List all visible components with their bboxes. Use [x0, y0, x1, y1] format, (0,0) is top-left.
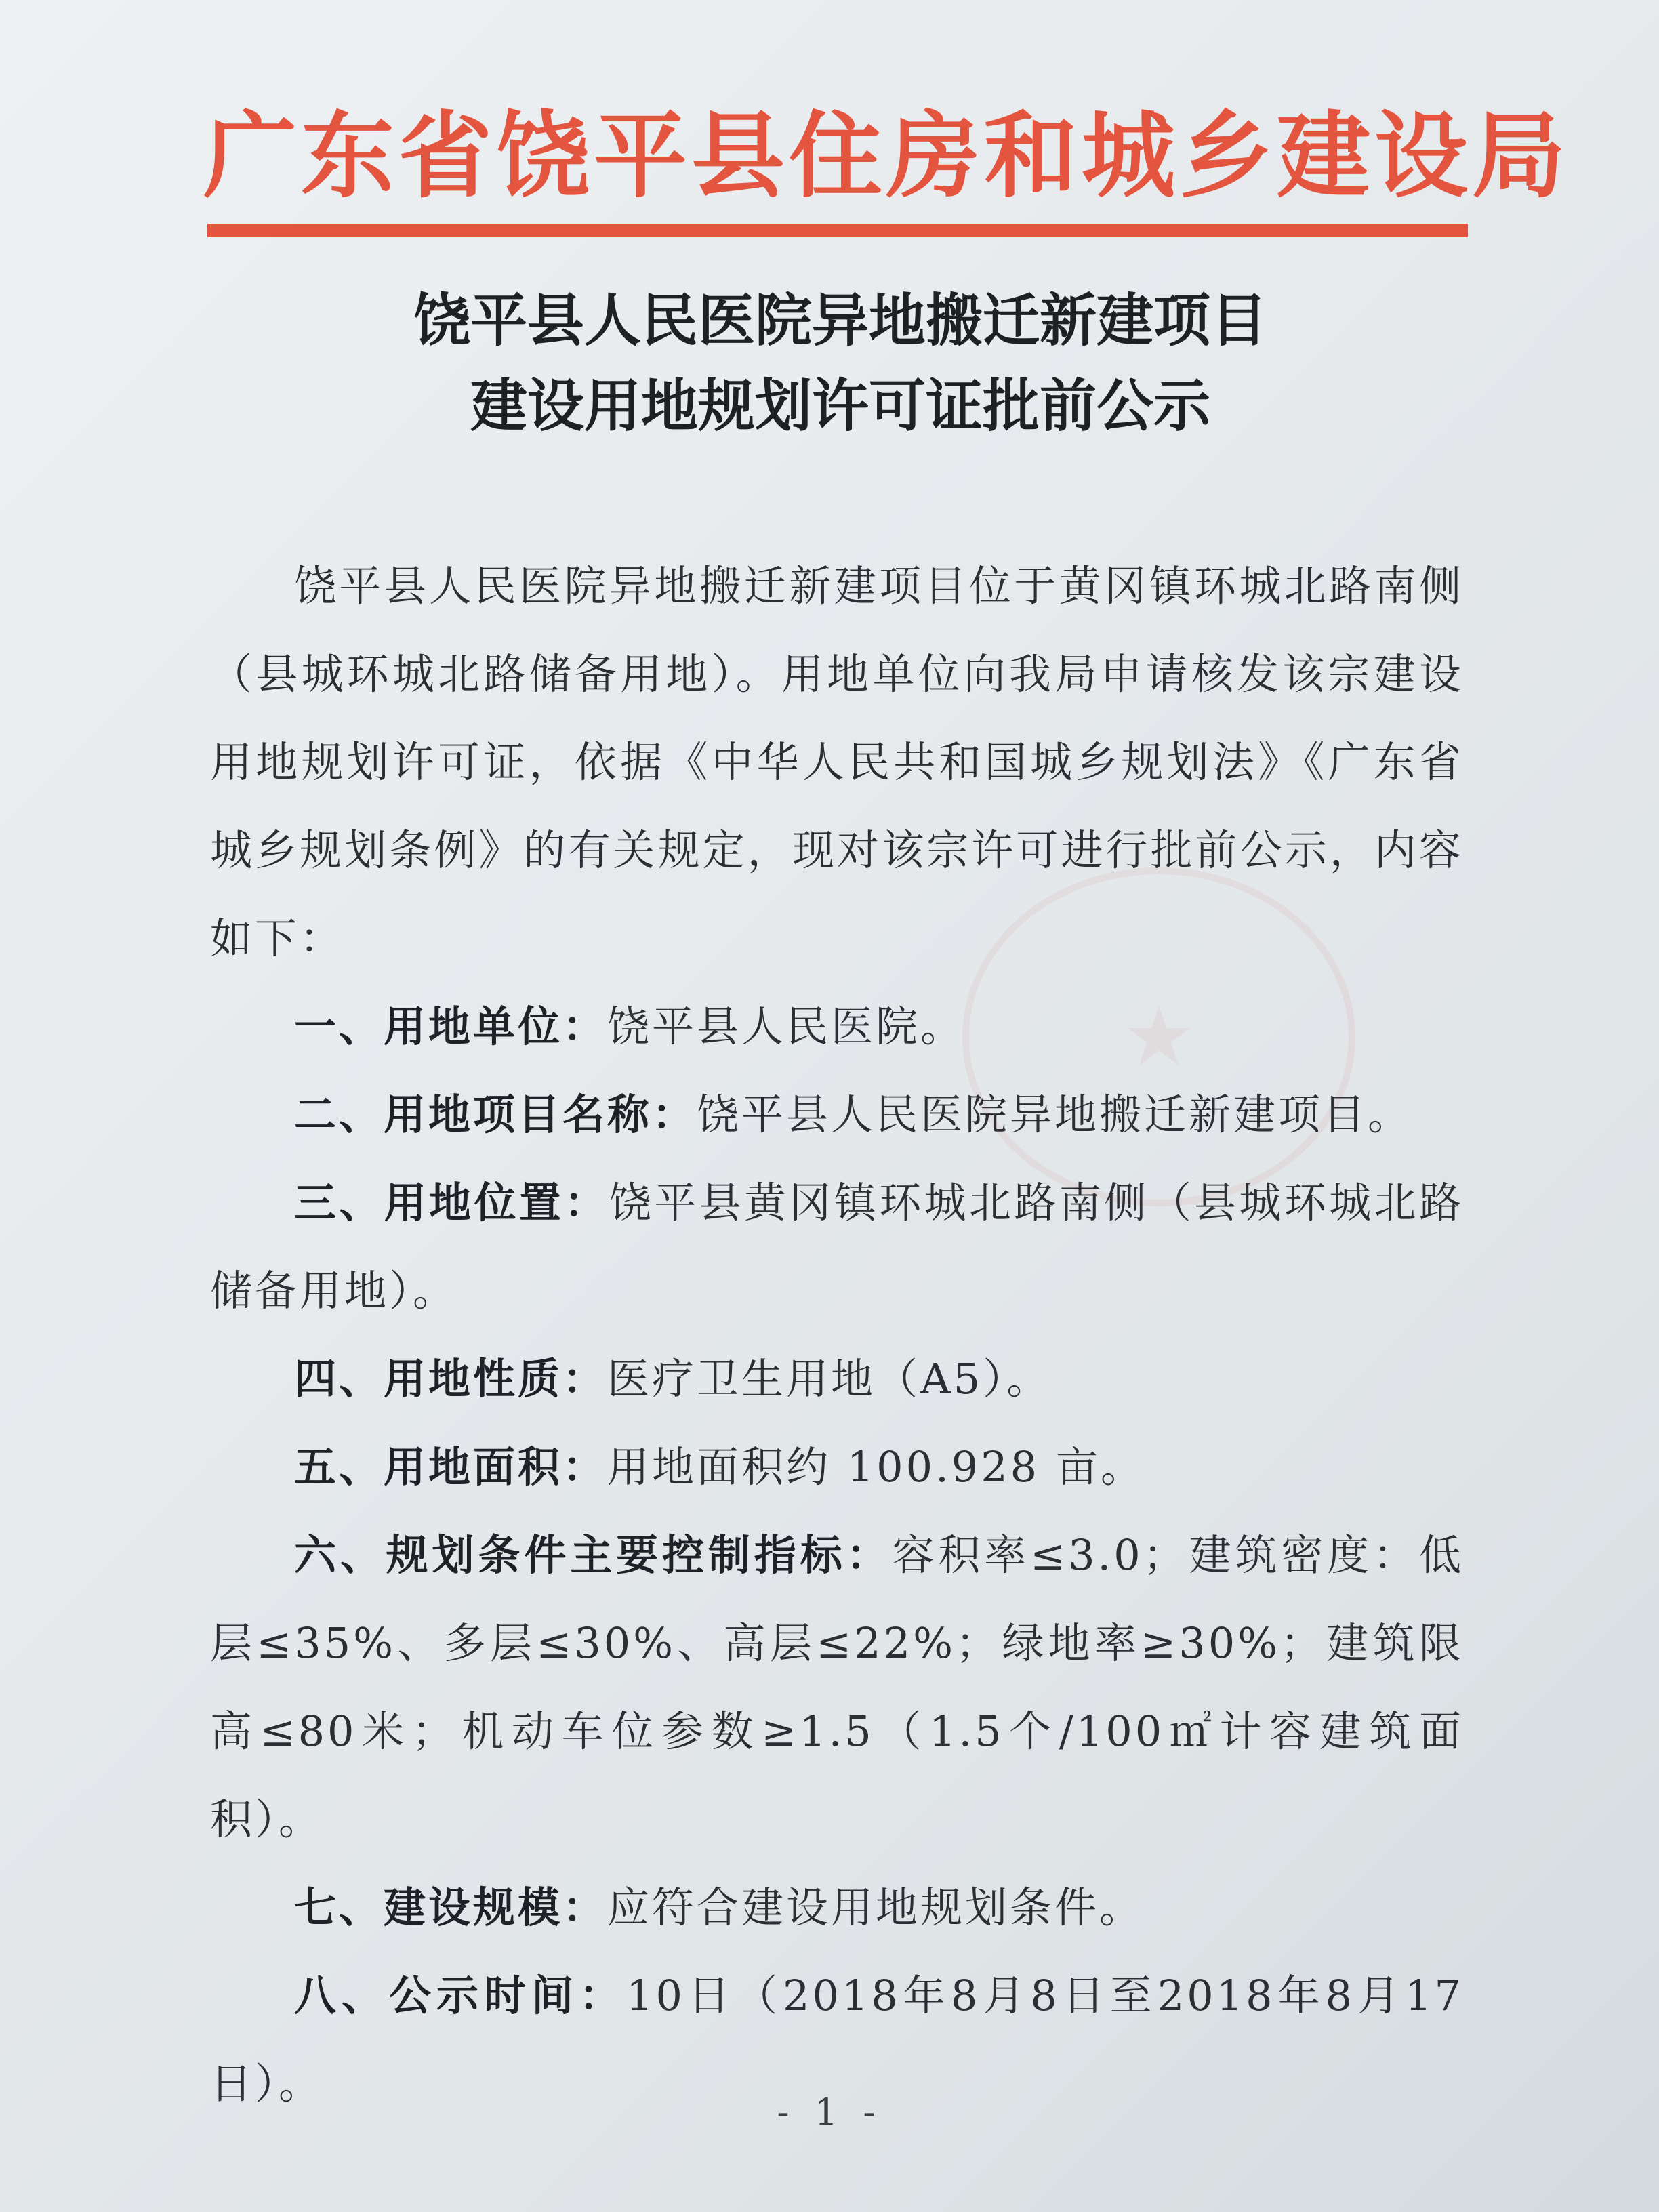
notice-title — [203, 278, 1477, 449]
item-label: 五、用地面积： — [294, 1442, 608, 1492]
item-paragraph — [210, 1511, 1464, 1864]
item-text: 10日（2018年8月8日至2018年8月17日）。 — [210, 1971, 1464, 2108]
item-paragraph — [210, 1071, 1464, 1159]
letterhead-red-rule — [207, 224, 1468, 237]
item-label: 四、用地性质： — [294, 1354, 608, 1404]
item-text: 用地面积约 100.928 亩。 — [607, 1442, 1145, 1492]
letterhead-title: 广东省饶平县住房和城乡建设局 — [203, 100, 1570, 211]
item-paragraph — [210, 983, 1464, 1071]
notice-body — [210, 542, 1464, 2128]
page-number: - 1 - — [777, 2091, 882, 2133]
item-text: 应符合建设用地规划条件。 — [607, 1883, 1145, 1932]
item-label: 一、用地单位： — [294, 1002, 608, 1051]
item-paragraph — [210, 1423, 1464, 1511]
item-label: 八、公示时间： — [294, 1971, 627, 2020]
item-paragraph — [210, 1159, 1464, 1335]
notice-title-line-1: 饶平县人民医院异地搬迁新建项目 — [413, 287, 1267, 354]
intro-paragraph: 饶平县人民医院异地搬迁新建项目位于黄冈镇环城北路南侧（县城环城北路储备用地）。用地单位向我局申请核发该宗建设用地规划许可证，依据《中华人民共和国城乡规划法》《广东省城乡规划条例》的有关规定，现对该宗许可进行批前公示，内容如下： — [210, 561, 1464, 963]
item-label: 七、建设规模： — [294, 1883, 608, 1932]
item-label: 二、用地项目名称： — [294, 1090, 697, 1139]
notice-title-line-2: 建设用地规划许可证批前公示 — [470, 373, 1210, 439]
item-paragraph — [210, 1864, 1464, 1952]
item-text: 饶平县人民医院异地搬迁新建项目。 — [697, 1090, 1413, 1139]
item-paragraph — [210, 1335, 1464, 1423]
seal-star-icon: ★ — [1122, 989, 1195, 1084]
item-label: 六、规划条件主要控制指标： — [294, 1530, 893, 1580]
item-label: 三、用地位置： — [294, 1178, 609, 1227]
item-text: 饶平县黄冈镇环城北路南侧（县城环城北路储备用地）。 — [210, 1178, 1464, 1315]
item-text: 医疗卫生用地（A5）。 — [607, 1354, 1052, 1404]
item-text: 饶平县人民医院。 — [607, 1002, 966, 1051]
item-text: 容积率≤3.0；建筑密度：低层≤35%、多层≤30%、高层≤22%；绿地率≥30%；建筑限高≤80米；机动车位参数≥1.5（1.5个/100㎡计容建筑面积）。 — [210, 1530, 1464, 1844]
